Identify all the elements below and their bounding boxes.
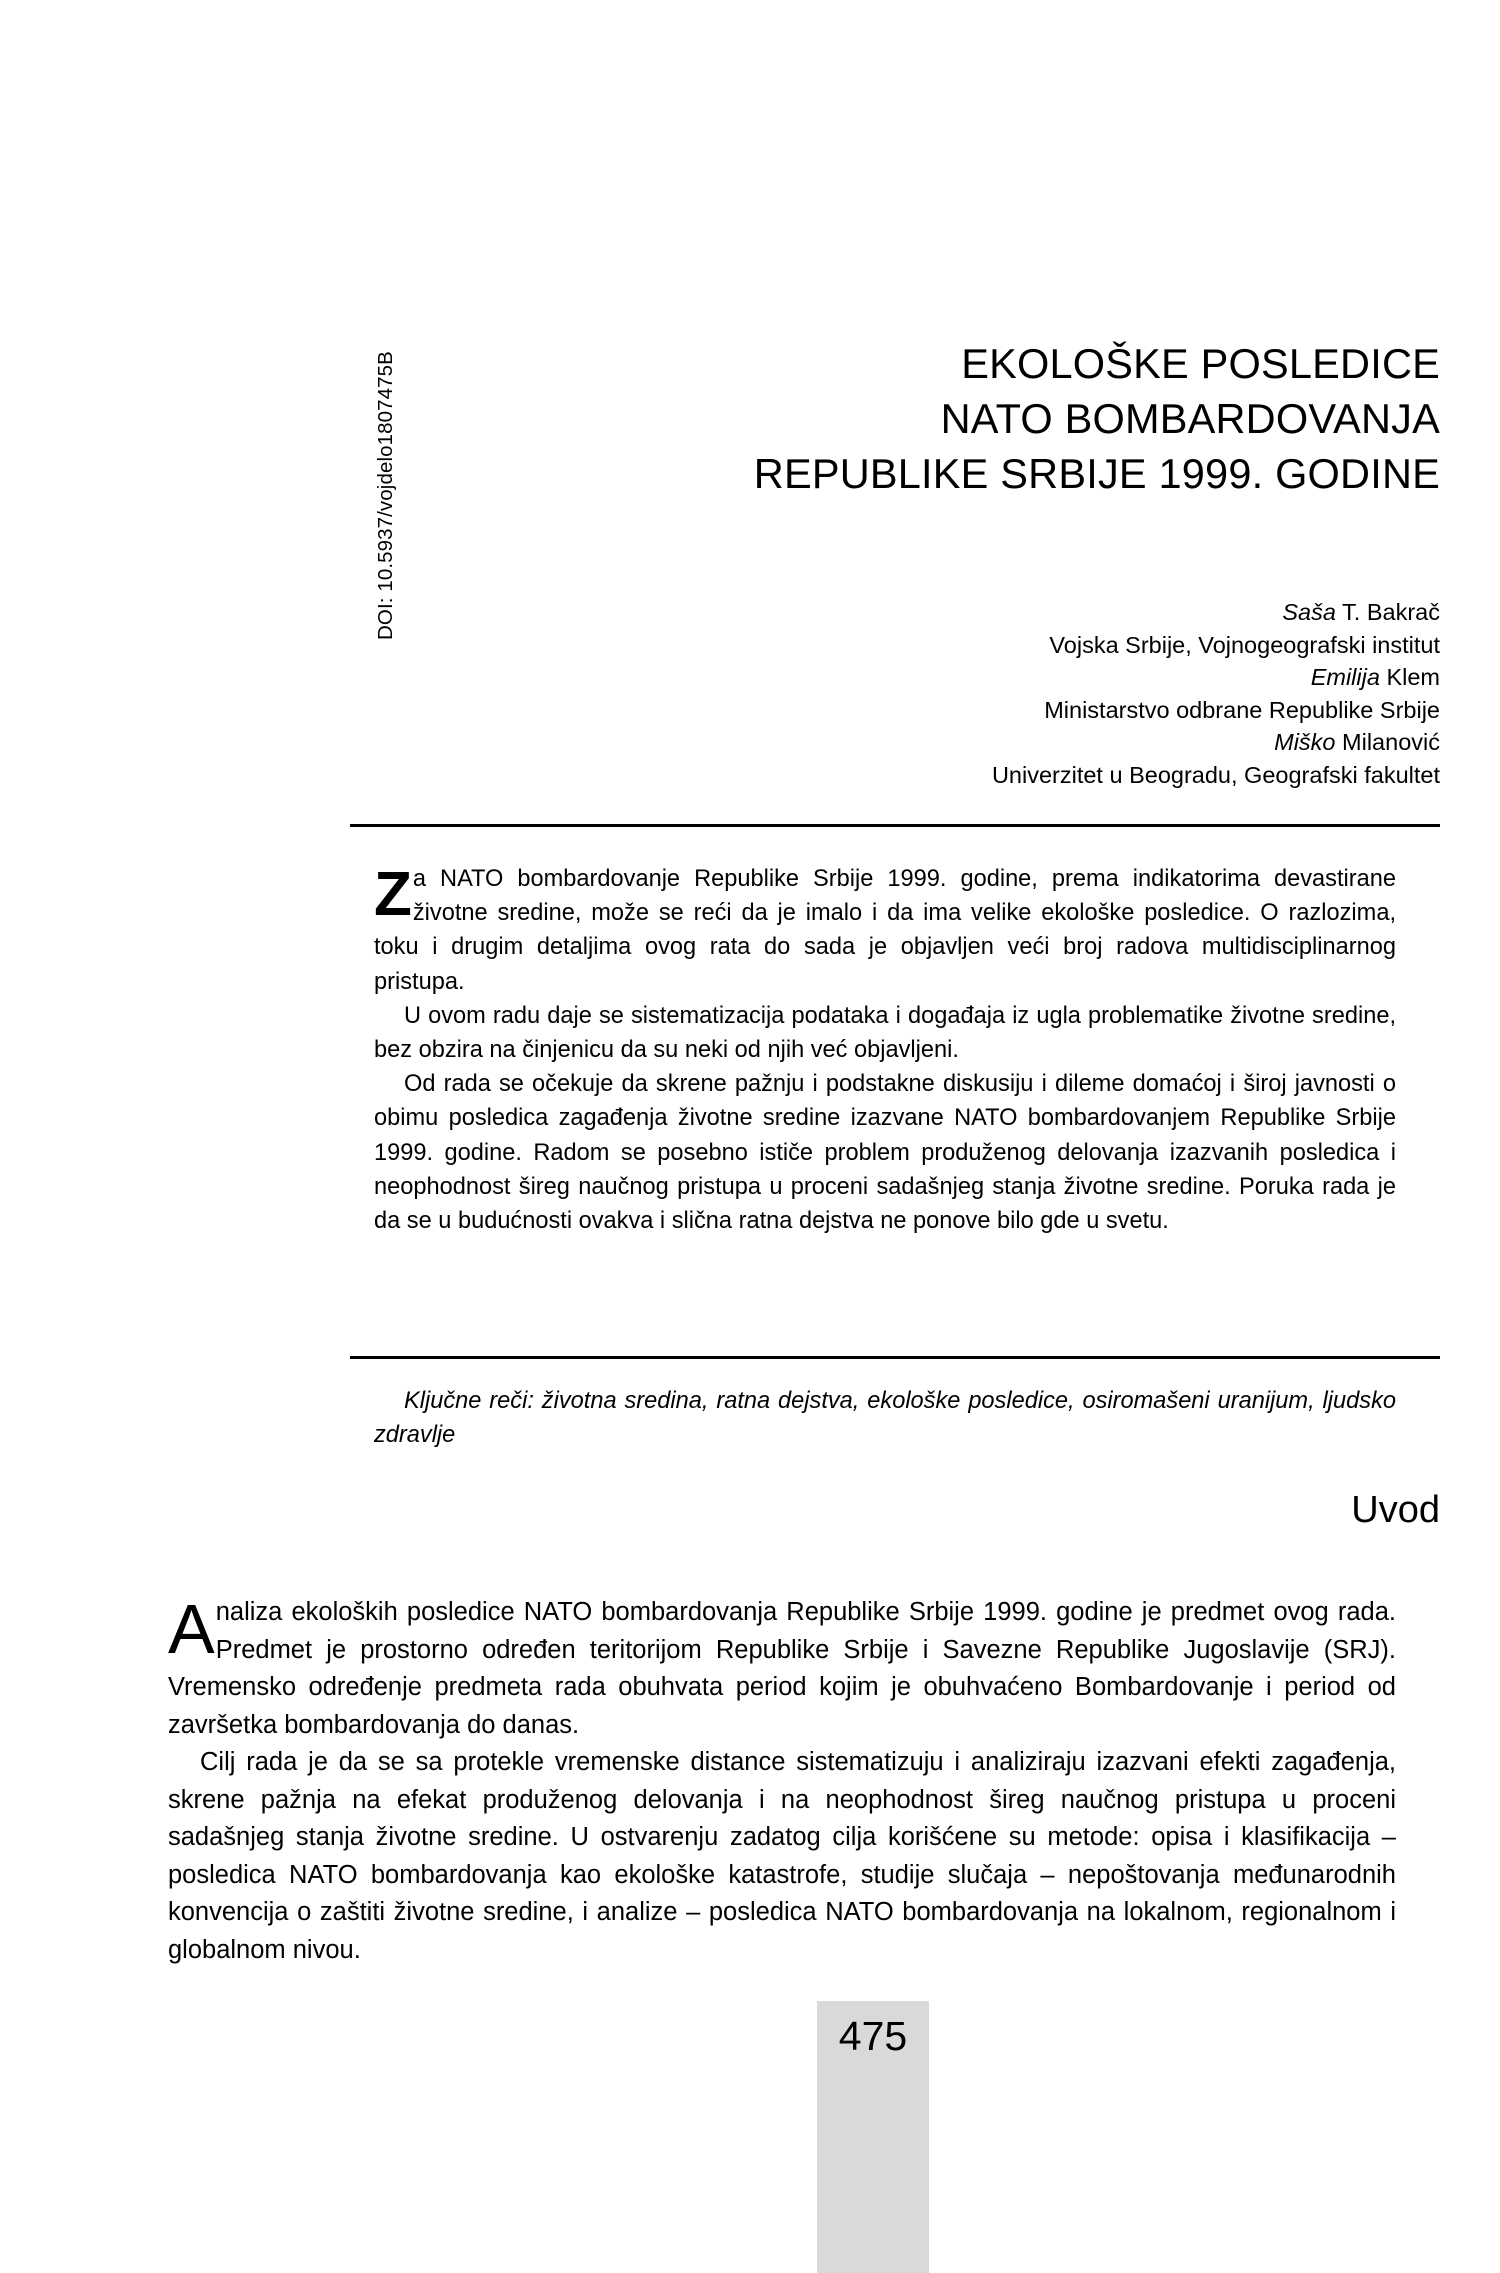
author-surname-2: Klem <box>1379 664 1440 690</box>
abstract-top-rule <box>350 824 1440 827</box>
title-line-2: NATO BOMBARDOVANJA <box>940 395 1440 442</box>
author-surname-1: T. Bakrač <box>1335 599 1440 625</box>
author-name-3 <box>430 726 1440 759</box>
abstract-dropcap: Z <box>374 860 412 929</box>
author-affiliation-1: Vojska Srbije, Vojnogeografski institut <box>1049 631 1440 658</box>
author-affiliation-2: Ministarstvo odbrane Republike Srbije <box>1044 696 1440 723</box>
author-given-name-2: Emilija <box>1310 664 1380 690</box>
author-name-2 <box>430 661 1440 694</box>
title-line-3: REPUBLIKE SRBIJE 1999. GODINE <box>753 450 1440 497</box>
keywords-values: životna sredina, ratna dejstva, ekološke posledice, osiromašeni uranijum, ljudsko zdravlje <box>374 1388 1396 1449</box>
abstract-paragraph-1-text: a NATO bombardovanje Republike Srbije 1999. godine, prema indikatorima devastirane životne sredine, može se reći da je imalo i da ima velike ekološke posledice. O razlozima, toku i drugim detaljima ovog rata do sada je objavljen veći broj radova multidisciplinarnog pristupa. <box>374 866 1396 995</box>
abstract-paragraph-1 <box>374 862 1396 999</box>
author-surname-3: Milanović <box>1335 729 1440 755</box>
page-number: 475 <box>838 2013 908 2059</box>
section-body-uvod <box>168 1590 1396 1969</box>
author-given-name-1: Saša <box>1282 599 1336 625</box>
abstract-paragraph-3: Od rada se očekuje da skrene pažnju i podstakne diskusiju i dileme domaćoj i široj javnosti o obimu posledica zagađenja životne sredine izazvane NATO bombardovanjem Republike Srbije 1999. godine. Radom se posebno ističe problem produženog delovanja izazvanih posledica i neophodnost šireg naučnog pristupa u proceni sadašnjeg stanja životne sredine. Poruka rada je da se u budućnosti ovakva i slična ratna dejstva ne ponove bilo gde u svetu. <box>374 1071 1396 1235</box>
abstract-paragraph-2: U ovom radu daje se sistematizacija podataka i događaja iz ugla problematike životne sredine, bez obzira na činjenicu da su neki od njih već objavljeni. <box>374 1002 1396 1064</box>
author-name-1 <box>430 596 1440 629</box>
section-heading-uvod: Uvod <box>1351 1489 1440 1531</box>
author-given-name-3: Miško <box>1274 729 1336 755</box>
abstract-block <box>374 862 1396 1238</box>
doi-margin <box>352 330 397 650</box>
body-paragraph-1-text: naliza ekoloških posledice NATO bombardovanja Republike Srbije 1999. godine je predmet ovog rada. Predmet je prostorno određen teritorijom Republike Srbije i Savezne Republike Jugoslavije (SRJ). Vremensko određenje predmeta rada obuhvata period kojim je obuhvaćeno Bombardovanje i period od završetka bombardovanja do danas. <box>168 1598 1396 1739</box>
article-title <box>430 336 1440 501</box>
author-block <box>430 596 1440 791</box>
keywords-label: Ključne reči: <box>404 1388 534 1414</box>
doi-text: DOI: 10.5937/vojdelo1807475B <box>374 351 397 640</box>
title-line-1: EKOLOŠKE POSLEDICE <box>961 340 1440 387</box>
body-dropcap: A <box>168 1590 215 1668</box>
body-paragraph-1 <box>168 1590 1396 1744</box>
abstract-bottom-rule <box>350 1356 1440 1359</box>
author-affiliation-3: Univerzitet u Beogradu, Geografski fakultet <box>991 761 1440 788</box>
keywords-block <box>374 1384 1396 1452</box>
body-paragraph-2: Cilj rada je da se sa protekle vremenske distance sistematizuju i analiziraju izazvani efekti zagađenja, skrene pažnja na efekat produženog delovanja i na neophodnost šireg naučnog pristupa u proceni sadašnjeg stanja životne sredine. U ostvarenju zadatog cilja korišćene su metode: opisa i klasifikacija – posledica NATO bombardovanja kao ekološke katastrofe, studije slučaja – nepoštovanja međunarodnih konvencija o zaštiti životne sredine, i analize – posledica NATO bombardovanja na lokalnom, regionalnom i globalnom nivou. <box>168 1748 1396 1964</box>
